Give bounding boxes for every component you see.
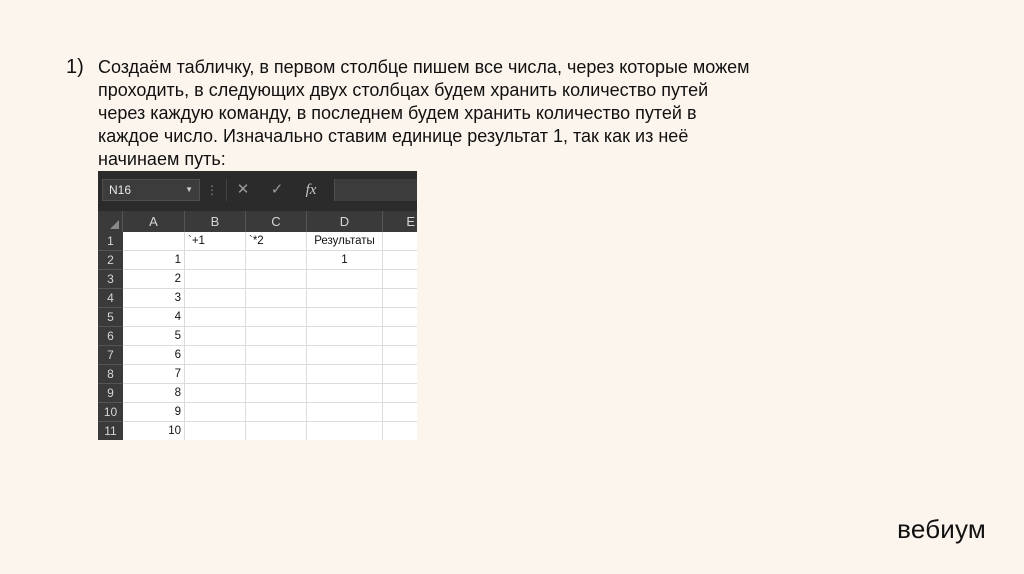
cell-a2[interactable]: 1 bbox=[123, 251, 185, 270]
row-header[interactable]: 5 bbox=[98, 308, 123, 327]
cell-d4[interactable] bbox=[307, 289, 383, 308]
cell-e1[interactable] bbox=[383, 232, 417, 251]
row-header[interactable]: 2 bbox=[98, 251, 123, 270]
cell-d11[interactable] bbox=[307, 422, 383, 440]
drag-handle-icon[interactable]: ⋮ bbox=[206, 183, 218, 197]
column-header-c[interactable]: C bbox=[246, 211, 307, 232]
row-header[interactable]: 9 bbox=[98, 384, 123, 403]
spreadsheet-screenshot bbox=[98, 171, 417, 440]
cell-b7[interactable] bbox=[185, 346, 246, 365]
cell-a7[interactable]: 6 bbox=[123, 346, 185, 365]
row-header[interactable]: 11 bbox=[98, 422, 123, 440]
cell-b3[interactable] bbox=[185, 270, 246, 289]
cell-b5[interactable] bbox=[185, 308, 246, 327]
cell-e5[interactable] bbox=[383, 308, 417, 327]
instruction-paragraph bbox=[98, 56, 818, 171]
column-header-e[interactable]: E bbox=[383, 211, 417, 232]
cell-a11[interactable]: 10 bbox=[123, 422, 185, 440]
cell-d7[interactable] bbox=[307, 346, 383, 365]
insert-function-button[interactable]: fx bbox=[305, 182, 317, 198]
paragraph-line: начинаем путь: bbox=[98, 149, 226, 169]
cell-b4[interactable] bbox=[185, 289, 246, 308]
cell-a6[interactable]: 5 bbox=[123, 327, 185, 346]
row-header[interactable]: 10 bbox=[98, 403, 123, 422]
name-box-value: N16 bbox=[109, 183, 132, 197]
cell-a9[interactable]: 8 bbox=[123, 384, 185, 403]
enter-icon[interactable]: ✓ bbox=[270, 181, 284, 198]
brand-logo: вебиум bbox=[897, 514, 986, 544]
row-header[interactable]: 3 bbox=[98, 270, 123, 289]
paragraph-line: через каждую команду, в последнем будем хранить количество путей в bbox=[98, 103, 697, 123]
name-box[interactable] bbox=[102, 179, 200, 201]
cell-a4[interactable]: 3 bbox=[123, 289, 185, 308]
cell-c5[interactable] bbox=[246, 308, 307, 327]
paragraph-line: каждое число. Изначально ставим единице результат 1, так как из неё bbox=[98, 126, 689, 146]
cell-e7[interactable] bbox=[383, 346, 417, 365]
select-all-corner[interactable] bbox=[98, 211, 123, 232]
chevron-down-icon[interactable]: ▼ bbox=[185, 185, 193, 194]
formula-input[interactable] bbox=[334, 179, 417, 201]
cell-c8[interactable] bbox=[246, 365, 307, 384]
cell-c4[interactable] bbox=[246, 289, 307, 308]
cell-c3[interactable] bbox=[246, 270, 307, 289]
row-header[interactable]: 4 bbox=[98, 289, 123, 308]
cell-b1[interactable]: `+1 bbox=[185, 232, 246, 251]
cell-a8[interactable]: 7 bbox=[123, 365, 185, 384]
row-header[interactable]: 1 bbox=[98, 232, 123, 251]
cell-e6[interactable] bbox=[383, 327, 417, 346]
formula-buttons bbox=[226, 179, 332, 201]
column-header-b[interactable]: B bbox=[185, 211, 246, 232]
cell-a10[interactable]: 9 bbox=[123, 403, 185, 422]
formula-bar bbox=[98, 171, 417, 211]
row-header[interactable]: 8 bbox=[98, 365, 123, 384]
cell-d5[interactable] bbox=[307, 308, 383, 327]
cell-c2[interactable] bbox=[246, 251, 307, 270]
cell-c11[interactable] bbox=[246, 422, 307, 440]
cell-b10[interactable] bbox=[185, 403, 246, 422]
select-all-icon bbox=[110, 220, 119, 229]
paragraph-line: проходить, в следующих двух столбцах будем хранить количество путей bbox=[98, 80, 709, 100]
cell-b9[interactable] bbox=[185, 384, 246, 403]
column-header-d[interactable]: D bbox=[307, 211, 383, 232]
cell-e8[interactable] bbox=[383, 365, 417, 384]
cell-c6[interactable] bbox=[246, 327, 307, 346]
cell-d1[interactable]: Результаты bbox=[307, 232, 383, 251]
cell-c7[interactable] bbox=[246, 346, 307, 365]
cell-e2[interactable] bbox=[383, 251, 417, 270]
column-header-a[interactable]: A bbox=[123, 211, 185, 232]
row-header[interactable]: 6 bbox=[98, 327, 123, 346]
list-number: 1) bbox=[66, 56, 84, 78]
cell-e9[interactable] bbox=[383, 384, 417, 403]
cell-d6[interactable] bbox=[307, 327, 383, 346]
cell-e3[interactable] bbox=[383, 270, 417, 289]
cancel-icon[interactable]: ✕ bbox=[236, 181, 250, 198]
cell-d3[interactable] bbox=[307, 270, 383, 289]
cell-d10[interactable] bbox=[307, 403, 383, 422]
cell-e10[interactable] bbox=[383, 403, 417, 422]
cell-b2[interactable] bbox=[185, 251, 246, 270]
row-header[interactable]: 7 bbox=[98, 346, 123, 365]
cell-a5[interactable]: 4 bbox=[123, 308, 185, 327]
cell-a1[interactable] bbox=[123, 232, 185, 251]
cell-c9[interactable] bbox=[246, 384, 307, 403]
paragraph-line: Создаём табличку, в первом столбце пишем все числа, через которые можем bbox=[98, 57, 750, 77]
cell-b6[interactable] bbox=[185, 327, 246, 346]
cell-d2[interactable]: 1 bbox=[307, 251, 383, 270]
cell-e11[interactable] bbox=[383, 422, 417, 440]
cell-b11[interactable] bbox=[185, 422, 246, 440]
cell-b8[interactable] bbox=[185, 365, 246, 384]
cell-e4[interactable] bbox=[383, 289, 417, 308]
cell-d9[interactable] bbox=[307, 384, 383, 403]
cell-c10[interactable] bbox=[246, 403, 307, 422]
cell-a3[interactable]: 2 bbox=[123, 270, 185, 289]
cell-c1[interactable]: `*2 bbox=[246, 232, 307, 251]
cell-d8[interactable] bbox=[307, 365, 383, 384]
